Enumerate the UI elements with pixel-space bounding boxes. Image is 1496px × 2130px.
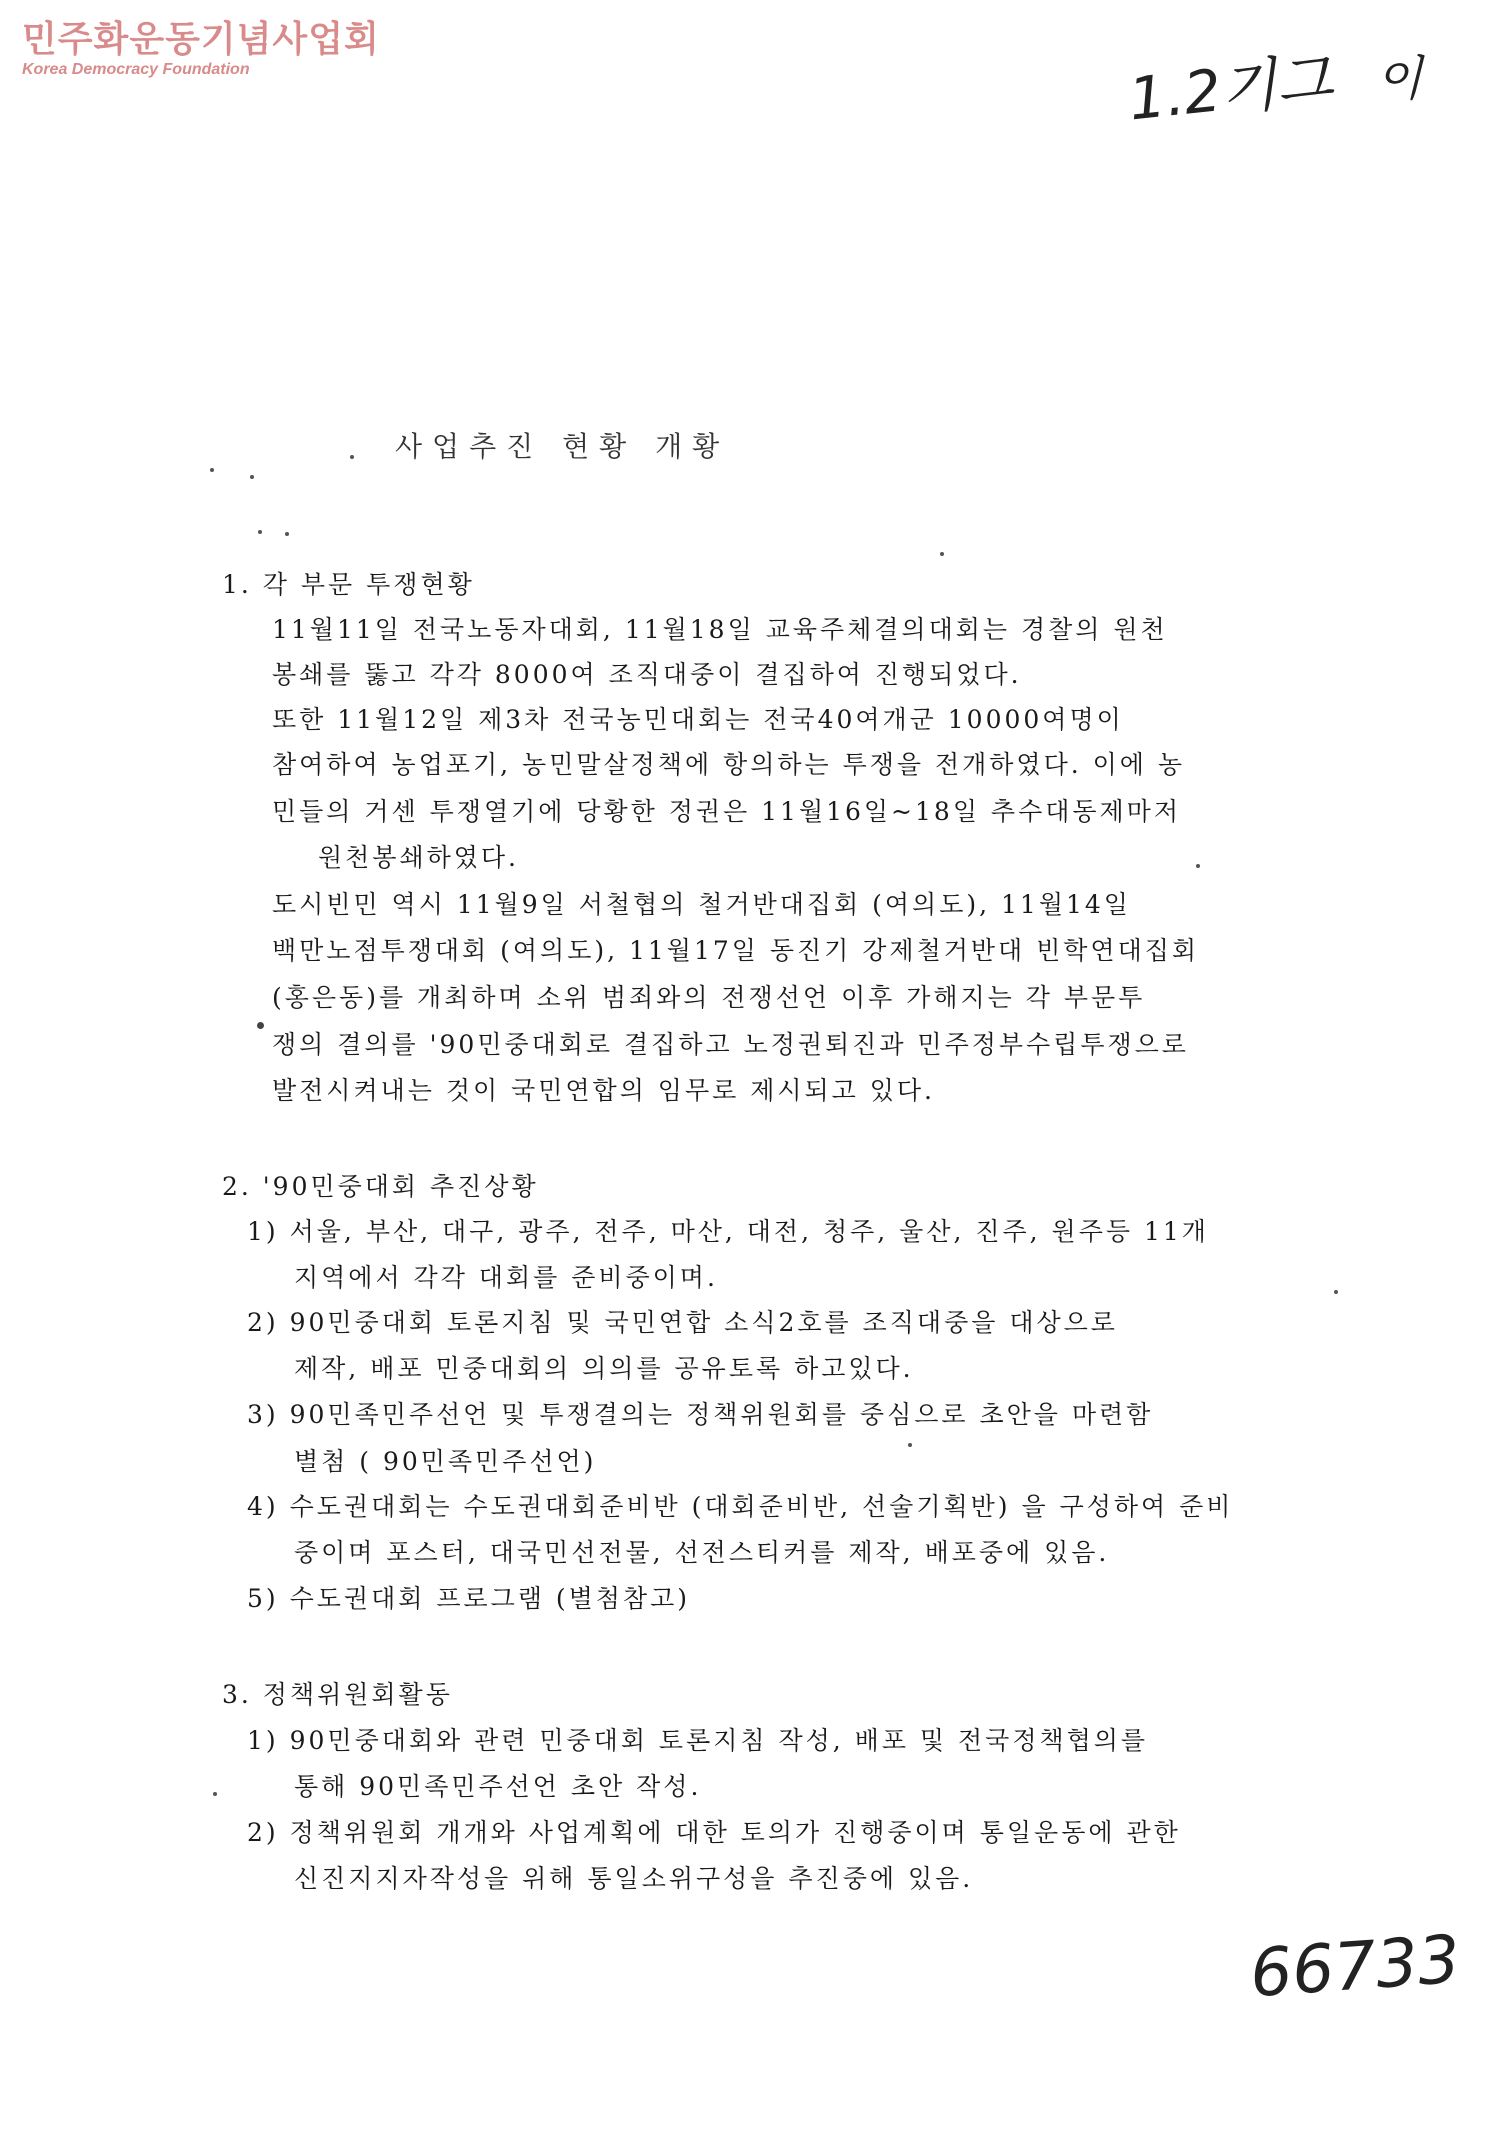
- section-heading: 3. 정책위원회활동: [222, 1680, 453, 1709]
- item-number: 2): [247, 1818, 279, 1847]
- list-item: [247, 1818, 1181, 1848]
- handwritten-page-number: 66733: [1247, 1920, 1463, 2013]
- item-number: 1): [247, 1726, 279, 1755]
- body-line: 민들의 거센 투쟁열기에 당황한 정권은 11월16일~18일 추수대동제마저: [272, 797, 1181, 826]
- body-line: 백만노점투쟁대회 (여의도), 11월17일 동진기 강제철거반대 빈학연대집회: [272, 936, 1200, 965]
- body-line: 참여하여 농업포기, 농민말살정책에 항의하는 투쟁을 전개하였다. 이에 농: [272, 750, 1186, 779]
- item-text: 서울, 부산, 대구, 광주, 전주, 마산, 대전, 청주, 울산, 진주, 원주등 11개: [289, 1217, 1209, 1246]
- document-title: 사업추진 현황 개황: [395, 430, 730, 463]
- scan-speck: [908, 1443, 912, 1447]
- item-number: 5): [247, 1584, 279, 1613]
- item-continuation: 지역에서 각각 대회를 준비중이며.: [294, 1263, 718, 1292]
- scan-speck: [1196, 864, 1200, 868]
- item-continuation: 제작, 배포 민중대회의 의의를 공유토록 하고있다.: [294, 1354, 914, 1383]
- scan-speck: [1334, 1290, 1338, 1294]
- scan-speck: [350, 455, 354, 459]
- body-line: 원천봉쇄하였다.: [318, 843, 519, 872]
- scan-speck: [210, 468, 214, 472]
- body-line: 봉쇄를 뚫고 각각 8000여 조직대중이 결집하여 진행되었다.: [272, 660, 1022, 689]
- scan-speck: [213, 1792, 217, 1796]
- body-line: (홍은동)를 개최하며 소위 범죄와의 전쟁선언 이후 가해지는 각 부문투: [272, 983, 1146, 1012]
- list-item: [247, 1584, 690, 1614]
- item-number: 4): [247, 1492, 279, 1521]
- scan-speck: [250, 475, 254, 479]
- body-line: 발전시켜내는 것이 국민연합의 임무로 제시되고 있다.: [272, 1076, 935, 1105]
- item-text: 정책위원회 개개와 사업계획에 대한 토의가 진행중이며 통일운동에 관한: [289, 1818, 1181, 1847]
- scan-speck: [257, 1022, 264, 1029]
- watermark: [22, 20, 380, 80]
- item-text: 90민족민주선언 및 투쟁결의는 정책위원회를 중심으로 초안을 마련함: [289, 1400, 1154, 1429]
- section-heading: 2. '90민중대회 추진상황: [222, 1172, 539, 1201]
- item-continuation: 별첨 ( 90민족민주선언): [294, 1447, 597, 1476]
- item-number: 2): [247, 1308, 279, 1337]
- item-text: 수도권대회 프로그램 (별첨참고): [289, 1584, 690, 1613]
- item-text: 90민중대회 토론지침 및 국민연합 소식2호를 조직대중을 대상으로: [289, 1308, 1118, 1337]
- handwritten-note-top-right: 이: [1376, 51, 1423, 107]
- body-line: 또한 11월12일 제3차 전국농민대회는 전국40여개군 10000여명이: [272, 705, 1124, 734]
- body-line: 쟁의 결의를 '90민중대회로 결집하고 노정권퇴진과 민주정부수립투쟁으로: [272, 1030, 1189, 1059]
- list-item: [247, 1726, 1148, 1756]
- item-number: 1): [247, 1217, 279, 1246]
- list-item: [247, 1492, 1233, 1522]
- watermark-korean: 민주화운동기념사업회: [22, 19, 380, 60]
- scan-speck: [940, 552, 944, 556]
- item-text: 수도권대회는 수도권대회준비반 (대회준비반, 선술기획반) 을 구성하여 준비: [289, 1492, 1234, 1521]
- item-continuation: 신진지지자작성을 위해 통일소위구성을 추진중에 있음.: [294, 1864, 974, 1893]
- body-line: 도시빈민 역시 11월9일 서철협의 철거반대집회 (여의도), 11월14일: [272, 890, 1131, 919]
- section-heading: 1. 각 부문 투쟁현황: [222, 570, 475, 599]
- list-item: [247, 1400, 1153, 1430]
- scan-speck: [285, 532, 289, 536]
- watermark-english: Korea Democracy Foundation: [22, 61, 250, 78]
- item-continuation: 통해 90민족민주선언 초안 작성.: [294, 1772, 702, 1801]
- list-item: [247, 1308, 1118, 1338]
- item-continuation: 중이며 포스터, 대국민선전물, 선전스티커를 제작, 배포중에 있음.: [294, 1538, 1110, 1567]
- scan-speck: [258, 530, 262, 534]
- list-item: [247, 1217, 1209, 1247]
- handwritten-note-top: 1.2기그: [1125, 44, 1336, 134]
- body-line: 11월11일 전국노동자대회, 11월18일 교육주체결의대회는 경찰의 원천: [272, 615, 1168, 644]
- item-text: 90민중대회와 관련 민중대회 토론지침 작성, 배포 및 전국정책협의를: [289, 1726, 1149, 1755]
- item-number: 3): [247, 1400, 279, 1429]
